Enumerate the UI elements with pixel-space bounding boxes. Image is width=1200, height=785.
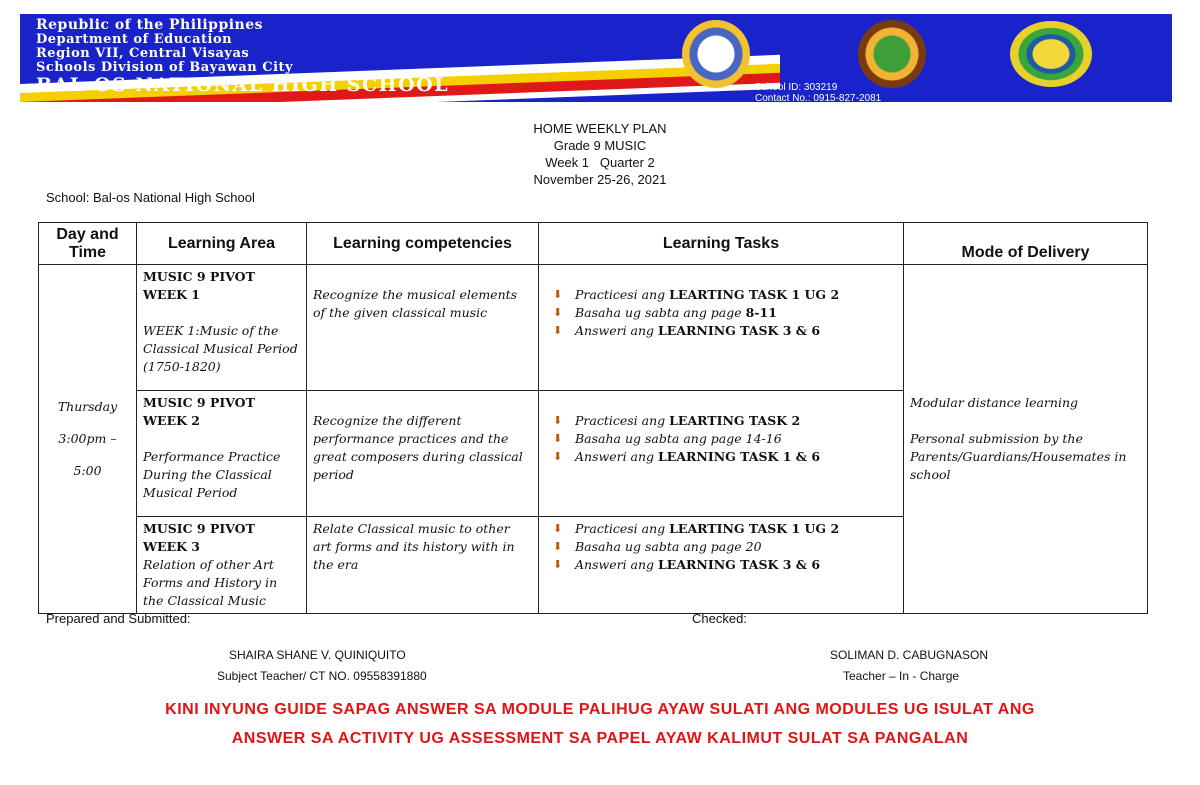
competency-cell: Relate Classical music to other art forms and its history with in the era bbox=[307, 517, 539, 614]
competency-cell: Recognize the musical elements of the given classical music bbox=[307, 265, 539, 391]
area-cell: MUSIC 9 PIVOT WEEK 3 Relation of other Art Forms and History in the Classical Music bbox=[137, 517, 307, 614]
notice-line-1: KINI INYUNG GUIDE SAPAG ANSWER SA MODULE PALIHUG AYAW SULATI ANG MODULES UG ISULAT ANG bbox=[165, 701, 1035, 718]
plan-grade: Grade 9 MUSIC bbox=[553, 138, 647, 153]
area-cell: MUSIC 9 PIVOT WEEK 2 Performance Practice During the Classical Musical Period bbox=[137, 391, 307, 517]
deped-seal-logo bbox=[682, 20, 750, 88]
list-item: ⬇ Answeri ang LEARNING TASK 3 & 6 bbox=[575, 556, 897, 574]
list-item: ⬇ Basaha ug sabta ang page 8-11 bbox=[575, 304, 897, 322]
list-item: ⬇ Practicesi ang LEARTING TASK 2 bbox=[575, 412, 897, 430]
header-region: Region VII, Central Visayas bbox=[36, 46, 250, 61]
header-department: Department of Education bbox=[36, 32, 233, 47]
list-item: ⬇ Basaha ug sabta ang page 20 bbox=[575, 538, 897, 556]
weekly-plan-table bbox=[38, 222, 1148, 614]
header-competencies: Learning competencies bbox=[307, 223, 539, 265]
list-item: ⬇ Basaha ug sabta ang page 14-16 bbox=[575, 430, 897, 448]
school-contact: School ID: 303219 Contact No.: 0915-827-2081 bbox=[755, 82, 882, 102]
list-item: ⬇ Practicesi ang LEARTING TASK 1 UG 2 bbox=[575, 520, 897, 538]
mode-cell: Modular distance learning Personal submission by the Parents/Guardians/Housemates in school bbox=[904, 265, 1148, 614]
competency-cell: Recognize the different performance practices and the great composers during classical period bbox=[307, 391, 539, 517]
area-cell: MUSIC 9 PIVOT WEEK 1 WEEK 1:Music of the Classical Musical Period (1750-1820) bbox=[137, 265, 307, 391]
tasks-cell bbox=[539, 517, 904, 614]
day-time-cell: Thursday 3:00pm – 5:00 bbox=[39, 265, 137, 614]
checker-role: Teacher – In - Charge bbox=[843, 669, 960, 683]
table-row bbox=[39, 265, 1148, 391]
header-mode: Mode of Delivery bbox=[904, 223, 1148, 265]
header-school-name: BAL-OS NATIONAL HIGH SCHOOL bbox=[36, 74, 450, 96]
header-tasks: Learning Tasks bbox=[539, 223, 904, 265]
school-seal-logo bbox=[1010, 21, 1092, 87]
header-division: Schools Division of Bayawan City bbox=[36, 60, 294, 75]
list-item: ⬇ Answeri ang LEARNING TASK 1 & 6 bbox=[575, 448, 897, 466]
plan-date: November 25-26, 2021 bbox=[533, 172, 667, 187]
tasks-cell bbox=[539, 265, 904, 391]
checked-label: Checked: bbox=[692, 611, 747, 626]
list-item: ⬇ Answeri ang LEARNING TASK 3 & 6 bbox=[575, 322, 897, 340]
prepared-label: Prepared and Submitted: bbox=[46, 611, 191, 626]
division-seal-logo bbox=[858, 20, 926, 88]
plan-title: HOME WEEKLY PLAN bbox=[533, 121, 667, 136]
school-label: School: Bal-os National High School bbox=[46, 190, 255, 205]
table-header-row bbox=[39, 223, 1148, 265]
header-banner bbox=[20, 14, 1172, 102]
tasks-cell bbox=[539, 391, 904, 517]
header-learning-area: Learning Area bbox=[137, 223, 307, 265]
notice-line-2: ANSWER SA ACTIVITY UG ASSESSMENT SA PAPEL AYAW KALIMUT SULAT SA PANGALAN bbox=[231, 730, 969, 747]
list-item: ⬇ Practicesi ang LEARTING TASK 1 UG 2 bbox=[575, 286, 897, 304]
header-day-time: Day and Time bbox=[39, 223, 137, 265]
teacher-name: SHAIRA SHANE V. QUINIQUITO bbox=[229, 648, 406, 662]
checker-name: SOLIMAN D. CABUGNASON bbox=[830, 648, 989, 662]
teacher-role: Subject Teacher/ CT NO. 09558391880 bbox=[217, 669, 427, 683]
header-republic: Republic of the Philippines bbox=[36, 17, 264, 33]
plan-week: Week 1 Quarter 2 bbox=[545, 155, 655, 170]
